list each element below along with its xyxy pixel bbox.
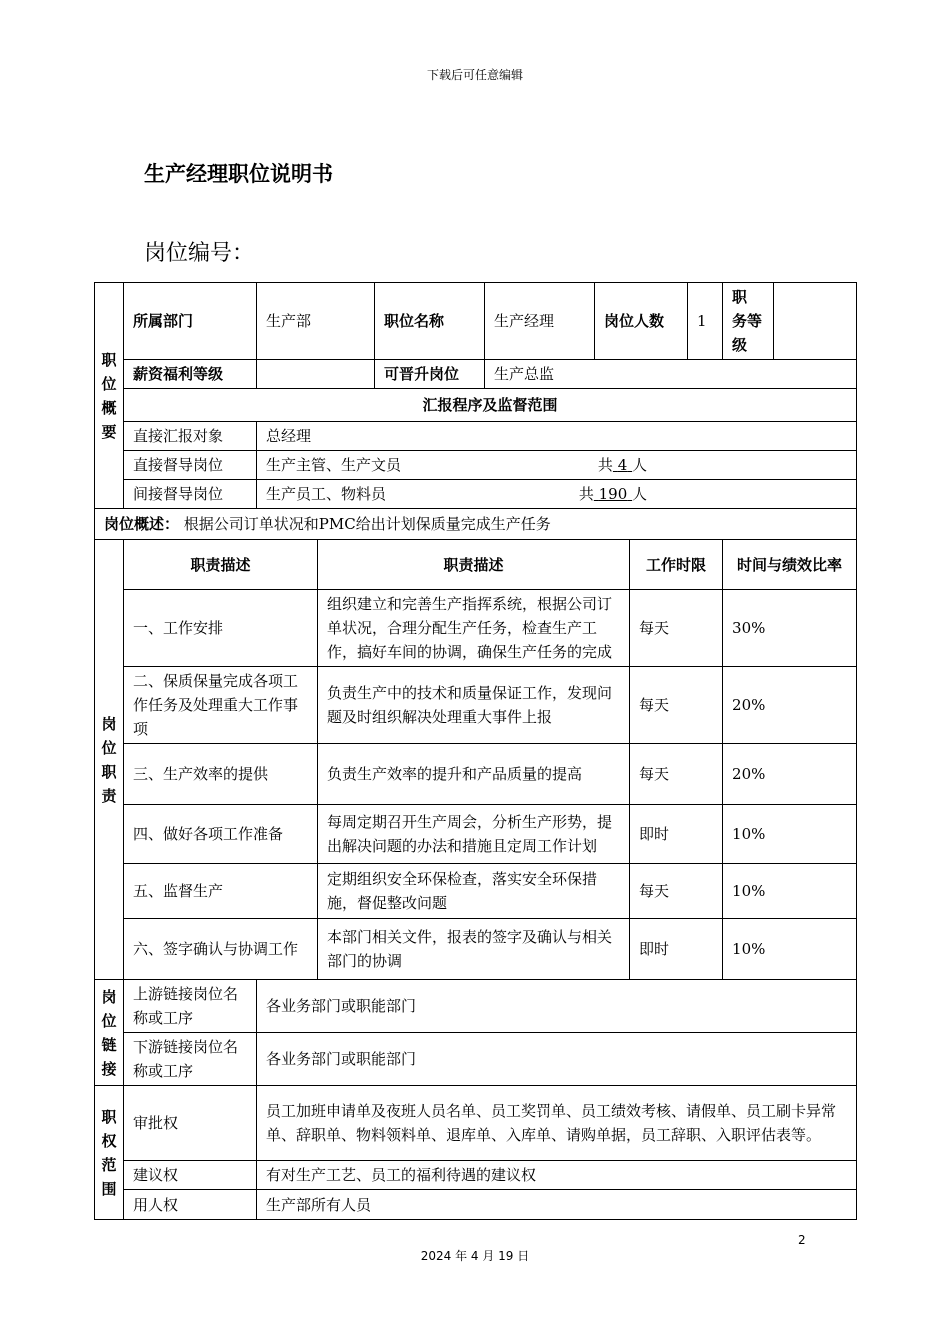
duty-time: 即时 xyxy=(630,805,723,864)
section-overview-label: 职 位 概 要 xyxy=(95,283,124,509)
duty-item: 三、生产效率的提供 xyxy=(124,744,318,805)
summary-label: 岗位概述： xyxy=(104,515,180,533)
duty-item: 一、工作安排 xyxy=(124,590,318,667)
suggest-label: 建议权 xyxy=(124,1161,257,1190)
duty-ratio: 30% xyxy=(723,590,857,667)
summary-cell xyxy=(95,509,857,540)
direct-supervise-value: 生产主管、生产文员 xyxy=(266,456,402,474)
hire-value: 生产部所有人员 xyxy=(257,1190,857,1220)
promotion-value: 生产总监 xyxy=(485,360,857,389)
post-number-label: 岗位编号： xyxy=(144,241,255,266)
duty-desc: 每周定期召开生产周会，分析生产形势，提出解决问题的办法和措施且定周工作计划 xyxy=(318,805,630,864)
headcount-label: 岗位人数 xyxy=(595,283,688,360)
duty-item: 六、签字确认与协调工作 xyxy=(124,919,318,980)
indirect-supervise-value: 生产员工、物料员 xyxy=(266,485,387,503)
section-duties-label: 岗 位 职 责 xyxy=(95,540,124,980)
duty-time: 每天 xyxy=(630,864,723,919)
direct-supervise-count: 共 4 人 xyxy=(597,456,648,474)
page-number: 2 xyxy=(798,1233,806,1247)
position-label: 职位名称 xyxy=(375,283,485,360)
duty-time: 即时 xyxy=(630,919,723,980)
indirect-supervise-label: 间接督导岗位 xyxy=(124,480,257,509)
approve-label: 审批权 xyxy=(124,1086,257,1161)
indirect-supervise-cell xyxy=(257,480,857,509)
duty-desc: 组织建立和完善生产指挥系统，根据公司订单状况，合理分配生产任务，检查生产工作，搞好车间的协调，确保生产任务的完成 xyxy=(318,590,630,667)
section-authority-label: 职 权 范 围 xyxy=(95,1086,124,1220)
duty-time: 每天 xyxy=(630,744,723,805)
duty-ratio: 20% xyxy=(723,667,857,744)
salary-label: 薪资福利等级 xyxy=(124,360,257,389)
direct-report-label: 直接汇报对象 xyxy=(124,422,257,451)
approve-value: 员工加班申请单及夜班人员名单、员工奖罚单、员工绩效考核、请假单、员工刷卡异常单、辞职单、物料领料单、退库单、入库单、请购单据，员工辞职、入职评估表等。 xyxy=(257,1086,857,1161)
summary-text: 根据公司订单状况和PMC给出计划保质量完成生产任务 xyxy=(183,515,551,533)
indirect-supervise-count: 共 190 人 xyxy=(578,485,648,503)
downstream-label: 下游链接岗位名称或工序 xyxy=(124,1033,257,1086)
downstream-value: 各业务部门或职能部门 xyxy=(257,1033,857,1086)
direct-supervise-label: 直接督导岗位 xyxy=(124,451,257,480)
position-value: 生产经理 xyxy=(485,283,595,360)
promotion-label: 可晋升岗位 xyxy=(375,360,485,389)
upstream-value: 各业务部门或职能部门 xyxy=(257,980,857,1033)
duty-desc: 负责生产效率的提升和产品质量的提高 xyxy=(318,744,630,805)
duty-item: 二、保质保量完成各项工作任务及处理重大工作事项 xyxy=(124,667,318,744)
duties-header-item: 职责描述 xyxy=(124,540,318,590)
salary-value xyxy=(257,360,375,389)
hire-label: 用人权 xyxy=(124,1190,257,1220)
job-description-table xyxy=(94,282,857,1220)
duty-item: 四、做好各项工作准备 xyxy=(124,805,318,864)
duties-header-desc: 职责描述 xyxy=(318,540,630,590)
footer-date: 2024 年 4 月 19 日 xyxy=(420,1249,530,1263)
duty-desc: 定期组织安全环保检查，落实安全环保措施，督促整改问题 xyxy=(318,864,630,919)
dept-label: 所属部门 xyxy=(124,283,257,360)
reporting-header: 汇报程序及监督范围 xyxy=(124,389,857,422)
section-links-label: 岗 位 链 接 xyxy=(95,980,124,1086)
duties-header-ratio: 时间与绩效比率 xyxy=(723,540,857,590)
direct-supervise-cell xyxy=(257,451,857,480)
document-title: 生产经理职位说明书 xyxy=(144,162,333,186)
duty-time: 每天 xyxy=(630,667,723,744)
duty-item: 五、监督生产 xyxy=(124,864,318,919)
header-note: 下载后可任意编辑 xyxy=(426,68,523,82)
direct-report-value: 总经理 xyxy=(257,422,857,451)
duty-desc: 负责生产中的技术和质量保证工作，发现问题及时组织解决处理重大事件上报 xyxy=(318,667,630,744)
duty-ratio: 10% xyxy=(723,805,857,864)
duty-time: 每天 xyxy=(630,590,723,667)
upstream-label: 上游链接岗位名称或工序 xyxy=(124,980,257,1033)
duties-header-time: 工作时限 xyxy=(630,540,723,590)
duty-ratio: 10% xyxy=(723,919,857,980)
duty-desc: 本部门相关文件，报表的签字及确认与相关部门的协调 xyxy=(318,919,630,980)
duty-ratio: 10% xyxy=(723,864,857,919)
headcount-value: 1 xyxy=(688,283,723,360)
grade-label: 职 务等级 xyxy=(723,283,774,360)
duty-ratio: 20% xyxy=(723,744,857,805)
dept-value: 生产部 xyxy=(257,283,375,360)
suggest-value: 有对生产工艺、员工的福利待遇的建议权 xyxy=(257,1161,857,1190)
grade-value xyxy=(774,283,857,360)
